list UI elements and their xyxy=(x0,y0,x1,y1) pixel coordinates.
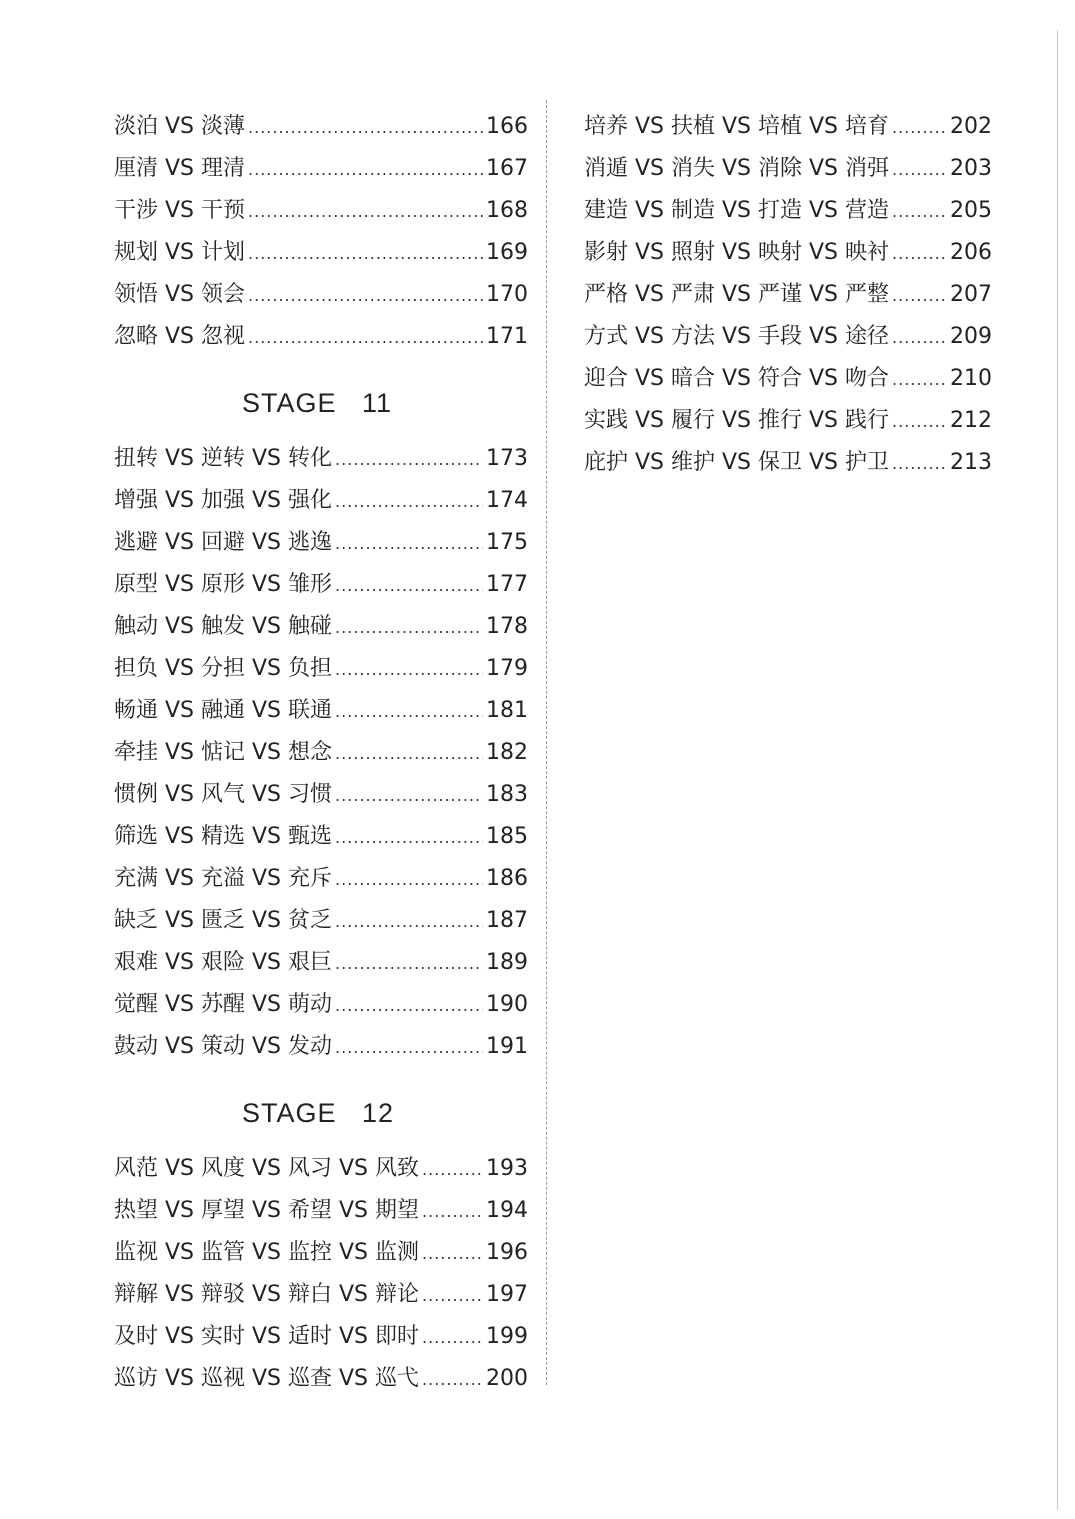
dot-leader xyxy=(335,565,483,607)
toc-entry-title: 惯例 VS 风气 VS 习惯 xyxy=(114,782,333,807)
toc-section-stage-11 xyxy=(114,438,528,1068)
toc-entry-page-number: 213 xyxy=(950,450,992,475)
toc-entry-page-number: 202 xyxy=(950,114,992,139)
dot-leader xyxy=(892,401,947,443)
toc-entry-title: 影射 VS 照射 VS 映射 VS 映衬 xyxy=(584,240,890,265)
toc-entry-page-number: 186 xyxy=(486,866,528,891)
toc-entry-title: 触动 VS 触发 VS 触碰 xyxy=(114,614,333,639)
toc-entry-page-number: 210 xyxy=(950,366,992,391)
toc-entry-page-number: 174 xyxy=(486,488,528,513)
toc-entry[interactable] xyxy=(114,606,528,648)
toc-entry-page-number: 191 xyxy=(486,1034,528,1059)
toc-entry-title: 鼓动 VS 策动 VS 发动 xyxy=(114,1034,333,1059)
toc-entry-title: 风范 VS 风度 VS 风习 VS 风致 xyxy=(114,1156,420,1181)
dot-leader xyxy=(892,107,947,149)
toc-entry[interactable] xyxy=(114,480,528,522)
toc-entry-title: 迎合 VS 暗合 VS 符合 VS 吻合 xyxy=(584,366,890,391)
toc-entry[interactable] xyxy=(584,358,992,400)
dot-leader xyxy=(248,107,483,149)
toc-entry[interactable] xyxy=(114,232,528,274)
dot-leader xyxy=(248,149,483,191)
toc-entry-title: 厘清 VS 理清 xyxy=(114,156,246,181)
toc-entry[interactable] xyxy=(114,106,528,148)
toc-entry-title: 消遁 VS 消失 VS 消除 VS 消弭 xyxy=(584,156,890,181)
toc-entry-page-number: 212 xyxy=(950,408,992,433)
toc-entry[interactable] xyxy=(114,732,528,774)
toc-entry-title: 增强 VS 加强 VS 强化 xyxy=(114,488,333,513)
toc-entry-title: 庇护 VS 维护 VS 保卫 VS 护卫 xyxy=(584,450,890,475)
toc-entry-page-number: 205 xyxy=(950,198,992,223)
toc-entry-page-number: 197 xyxy=(486,1282,528,1307)
toc-entry[interactable] xyxy=(114,942,528,984)
toc-entry[interactable] xyxy=(114,774,528,816)
dot-leader xyxy=(248,233,483,275)
toc-entry-title: 辩解 VS 辩驳 VS 辩白 VS 辩论 xyxy=(114,1282,420,1307)
dot-leader xyxy=(422,1233,483,1275)
toc-entry[interactable] xyxy=(114,858,528,900)
toc-entry[interactable] xyxy=(114,690,528,732)
dot-leader xyxy=(892,149,947,191)
toc-entry-page-number: 187 xyxy=(486,908,528,933)
toc-entry-page-number: 170 xyxy=(486,282,528,307)
dot-leader xyxy=(422,1191,483,1233)
toc-entry[interactable] xyxy=(114,564,528,606)
toc-entry-page-number: 181 xyxy=(486,698,528,723)
toc-entry[interactable] xyxy=(114,274,528,316)
dot-leader xyxy=(335,1027,483,1069)
toc-entry-title: 建造 VS 制造 VS 打造 VS 营造 xyxy=(584,198,890,223)
toc-entry-page-number: 209 xyxy=(950,324,992,349)
toc-entry-page-number: 175 xyxy=(486,530,528,555)
dot-leader xyxy=(248,317,483,359)
toc-entry[interactable] xyxy=(114,438,528,480)
toc-entry-title: 严格 VS 严肃 VS 严谨 VS 严整 xyxy=(584,282,890,307)
toc-entry[interactable] xyxy=(584,190,992,232)
toc-entry-title: 畅通 VS 融通 VS 联通 xyxy=(114,698,333,723)
toc-entry-page-number: 179 xyxy=(486,656,528,681)
dot-leader xyxy=(248,275,483,317)
dot-leader xyxy=(335,985,483,1027)
toc-entry-title: 筛选 VS 精选 VS 甄选 xyxy=(114,824,333,849)
dot-leader xyxy=(335,943,483,985)
dot-leader xyxy=(335,901,483,943)
toc-entry-page-number: 194 xyxy=(486,1198,528,1223)
toc-entry[interactable] xyxy=(114,316,528,358)
toc-section-stage-12 xyxy=(114,1148,528,1400)
toc-entry-page-number: 167 xyxy=(486,156,528,181)
dot-leader xyxy=(248,191,483,233)
toc-entry-page-number: 203 xyxy=(950,156,992,181)
toc-entry[interactable] xyxy=(114,1274,528,1316)
toc-entry[interactable] xyxy=(584,106,992,148)
toc-entry-page-number: 199 xyxy=(486,1324,528,1349)
toc-entry-page-number: 189 xyxy=(486,950,528,975)
dot-leader xyxy=(422,1275,483,1317)
toc-entry-title: 热望 VS 厚望 VS 希望 VS 期望 xyxy=(114,1198,420,1223)
toc-entry-title: 充满 VS 充溢 VS 充斥 xyxy=(114,866,333,891)
toc-entry-page-number: 206 xyxy=(950,240,992,265)
toc-entry[interactable] xyxy=(584,148,992,190)
toc-entry-title: 逃避 VS 回避 VS 逃逸 xyxy=(114,530,333,555)
dot-leader xyxy=(335,733,483,775)
toc-entry[interactable] xyxy=(114,1190,528,1232)
toc-entry[interactable] xyxy=(114,190,528,232)
toc-entry-page-number: 200 xyxy=(486,1366,528,1391)
toc-entry-page-number: 173 xyxy=(486,446,528,471)
toc-entry-page-number: 183 xyxy=(486,782,528,807)
toc-entry-title: 培养 VS 扶植 VS 培植 VS 培育 xyxy=(584,114,890,139)
toc-entry[interactable] xyxy=(584,442,992,484)
toc-entry-page-number: 168 xyxy=(486,198,528,223)
toc-entry-page-number: 169 xyxy=(486,240,528,265)
toc-entry-title: 方式 VS 方法 VS 手段 VS 途径 xyxy=(584,324,890,349)
toc-entry[interactable] xyxy=(114,816,528,858)
toc-entry-page-number: 182 xyxy=(486,740,528,765)
toc-entry-title: 艰难 VS 艰险 VS 艰巨 xyxy=(114,950,333,975)
toc-left-column xyxy=(114,106,528,1400)
dot-leader xyxy=(335,775,483,817)
toc-entry[interactable] xyxy=(114,1358,528,1400)
toc-entry-title: 原型 VS 原形 VS 雏形 xyxy=(114,572,333,597)
dot-leader xyxy=(422,1317,483,1359)
toc-entry[interactable] xyxy=(114,1148,528,1190)
toc-entry[interactable] xyxy=(114,1316,528,1358)
toc-entry-page-number: 193 xyxy=(486,1156,528,1181)
toc-entry-title: 缺乏 VS 匮乏 VS 贫乏 xyxy=(114,908,333,933)
toc-entry-title: 觉醒 VS 苏醒 VS 萌动 xyxy=(114,992,333,1017)
toc-entry[interactable] xyxy=(114,522,528,564)
dot-leader xyxy=(335,607,483,649)
toc-entry-title: 监视 VS 监管 VS 监控 VS 监测 xyxy=(114,1240,420,1265)
toc-entry-page-number: 171 xyxy=(486,324,528,349)
toc-entry-title: 实践 VS 履行 VS 推行 VS 践行 xyxy=(584,408,890,433)
toc-entry-title: 领悟 VS 领会 xyxy=(114,282,246,307)
page-edge-line xyxy=(1057,30,1058,1510)
dot-leader xyxy=(892,359,947,401)
dot-leader xyxy=(892,233,947,275)
toc-entry-title: 巡访 VS 巡视 VS 巡查 VS 巡弋 xyxy=(114,1366,420,1391)
toc-entry[interactable] xyxy=(114,1232,528,1274)
toc-entry[interactable] xyxy=(114,1026,528,1068)
toc-entry-title: 规划 VS 计划 xyxy=(114,240,246,265)
dot-leader xyxy=(335,481,483,523)
toc-entry[interactable] xyxy=(114,148,528,190)
toc-entry[interactable] xyxy=(114,984,528,1026)
toc-right-column xyxy=(584,106,992,484)
toc-entry-title: 担负 VS 分担 VS 负担 xyxy=(114,656,333,681)
toc-entry-page-number: 185 xyxy=(486,824,528,849)
dot-leader xyxy=(892,317,947,359)
dot-leader xyxy=(335,691,483,733)
toc-entry[interactable] xyxy=(584,400,992,442)
toc-entry-title: 扭转 VS 逆转 VS 转化 xyxy=(114,446,333,471)
toc-entry[interactable] xyxy=(584,274,992,316)
toc-entry-page-number: 178 xyxy=(486,614,528,639)
toc-entry-page-number: 190 xyxy=(486,992,528,1017)
toc-entry[interactable] xyxy=(114,900,528,942)
toc-section-stage-12-continued xyxy=(584,106,992,484)
toc-entry-title: 忽略 VS 忽视 xyxy=(114,324,246,349)
toc-entry-page-number: 177 xyxy=(486,572,528,597)
column-divider xyxy=(546,100,547,1385)
dot-leader xyxy=(335,523,483,565)
toc-entry-page-number: 196 xyxy=(486,1240,528,1265)
dot-leader xyxy=(892,443,947,485)
toc-entry-title: 淡泊 VS 淡薄 xyxy=(114,114,246,139)
dot-leader xyxy=(892,191,947,233)
toc-entry-page-number: 207 xyxy=(950,282,992,307)
stage-heading-12: STAGE 12 xyxy=(242,1098,395,1128)
toc-entry-page-number: 166 xyxy=(486,114,528,139)
toc-entry[interactable] xyxy=(584,316,992,358)
toc-entry-title: 及时 VS 实时 VS 适时 VS 即时 xyxy=(114,1324,420,1349)
dot-leader xyxy=(892,275,947,317)
toc-entry-title: 干涉 VS 干预 xyxy=(114,198,246,223)
toc-entry-title: 牵挂 VS 惦记 VS 想念 xyxy=(114,740,333,765)
dot-leader xyxy=(335,439,483,481)
toc-entry[interactable] xyxy=(114,648,528,690)
dot-leader xyxy=(422,1359,483,1401)
dot-leader xyxy=(335,817,483,859)
toc-entry[interactable] xyxy=(584,232,992,274)
toc-section-stage-10 xyxy=(114,106,528,358)
dot-leader xyxy=(335,859,483,901)
stage-heading-11: STAGE 11 xyxy=(242,388,393,418)
dot-leader xyxy=(422,1149,483,1191)
dot-leader xyxy=(335,649,483,691)
